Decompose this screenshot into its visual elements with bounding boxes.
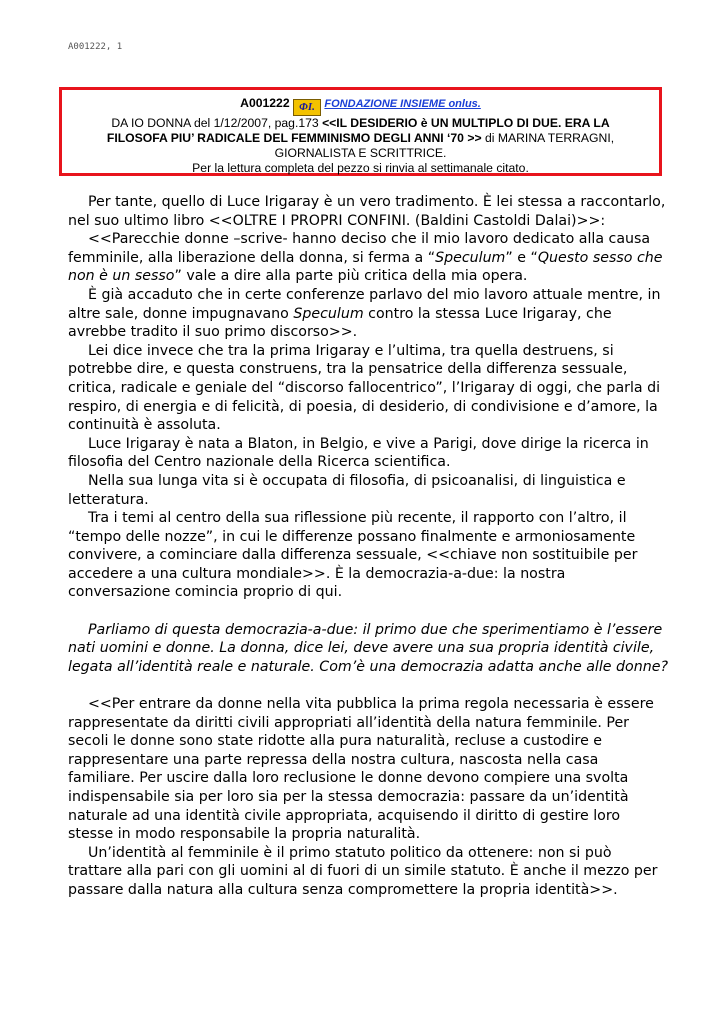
book-title-speculum: Speculum	[435, 249, 506, 266]
spacer	[68, 676, 668, 695]
article-title-part2: FILOSOFA PIU’ RADICALE DEL FEMMINISMO DEGLI ANNI ‘70 >>	[106, 131, 482, 145]
book-title-speculum-2: Speculum	[293, 305, 364, 322]
paragraph-5: Luce Irigaray è nata a Blaton, in Belgio, e vive a Parigi, dove dirige la ricerca in filosofia del Centro nazionale della Ricerca scientifica.	[68, 435, 649, 471]
paragraph-8: <<Per entrare da donne nella vita pubblica la prima regola necessaria è essere rappresentate da diritti civili appropriati all’identità della natura femminile. Per secoli le donne sono state ridotte alla pura naturalità, recluse a custodire e rappresentare una parte repressa della nostra cultura, nascosta nella casa familiare. Per uscire dalla loro reclusione le donne devono compiere una svolta indispensabile sia per loro sia per la stessa democrazia: passare da un’identità naturale ad una identità civile appropriata, acquisendo il diritto di gestire loro stesse in modo responsabile la propria naturalità.	[68, 696, 654, 843]
paragraph-3	[68, 286, 668, 342]
book-title-questo-sesso: Questo sesso che non è un sesso	[68, 249, 663, 285]
page-identifier: A001222, 1	[68, 42, 123, 52]
paragraph-3-text-c: contro la stessa Luce Irigaray, che avrebbe tradito il suo primo discorso>>.	[68, 305, 612, 341]
paragraph-2-text-e: ” vale a dire alla parte più critica della mia opera.	[174, 268, 528, 285]
interview-question: Parliamo di questa democrazia-a-due: il primo due che sperimentiamo è l’essere nati uomini e donne. La donna, dice lei, deve avere una sua propria identità civile, legata all’identità reale e naturale. Com’è una democrazia adatta anche alle donne?	[68, 621, 668, 675]
paragraph-1: Per tante, quello di Luce Irigaray è un vero tradimento. È lei stessa a raccontarlo, nel suo ultimo libro <<OLTRE I PROPRI CONFINI. (Baldini Castoldi Dalai)>>:	[68, 194, 666, 229]
paragraph-2-text-a: <<Parecchie donne –scrive- hanno deciso che il mio lavoro dedicato alla causa femminile, alla liberazione della donna, si ferma a “	[68, 231, 651, 266]
article-header-box	[59, 87, 662, 176]
paragraph-2-text-c: ” e “	[505, 249, 538, 266]
paragraph-9: Un’identità al femminile è il primo statuto politico da ottenere: non si può trattare alla pari con gli uomini al di fuori di un simile statuto. È anche il mezzo per passare dalla natura alla cultura senza compromettere la propria identità>>.	[68, 844, 658, 898]
paragraph-3-text-a: È già accaduto che in certe conferenze parlavo del mio lavoro attuale mentre, in altre sale, donne impugnavano	[68, 286, 661, 322]
paragraph-6: Nella sua lunga vita si è occupata di filosofia, di psicoanalisi, di linguistica e letteratura.	[68, 472, 626, 508]
header-line-source	[62, 116, 659, 131]
article-title-part1: <<IL DESIDERIO è UN MULTIPLO DI DUE. ERA LA	[322, 116, 610, 130]
header-line-code	[62, 96, 659, 116]
foundation-link[interactable]: FONDAZIONE INSIEME onlus.	[324, 98, 481, 110]
foundation-logo-icon: ΦI.	[293, 99, 321, 116]
paragraph-4: Lei dice invece che tra la prima Irigaray e l’ultima, tra quella destruens, si potrebbe dire, e questa construens, tra la pensatrice della differenza sessuale, critica, radicale e geniale del “discorso fallocentrico”, l’Irigaray di oggi, che parla di respiro, di energia e di felicità, di poesia, di desiderio, di condivisione e d’amore, la continuità è assoluta.	[68, 342, 661, 434]
author-role: GIORNALISTA E SCRITTRICE.	[274, 146, 447, 160]
header-line-title	[62, 131, 659, 146]
source-reference: DA IO DONNA del 1/12/2007, pag.173	[111, 116, 323, 130]
paragraph-7: Tra i temi al centro della sua riflessione più recente, il rapporto con l’altro, il “tempo delle nozze”, in cui le differenze possano finalmente e armoniosamente convivere, a cominciare dalla differenza sessuale, <<chiave non sostituibile per accedere a una cultura mondiale>>. È la democrazia-a-due: la nostra conversazione comincia proprio di qui.	[68, 510, 638, 601]
document-code: A001222	[240, 96, 290, 110]
article-body	[68, 193, 668, 900]
spacer	[68, 602, 668, 621]
paragraph-2	[68, 230, 668, 286]
article-author: di MARINA TERRAGNI,	[481, 131, 615, 145]
reading-note: Per la lettura completa del pezzo si rinvia al settimanale citato.	[192, 161, 529, 175]
